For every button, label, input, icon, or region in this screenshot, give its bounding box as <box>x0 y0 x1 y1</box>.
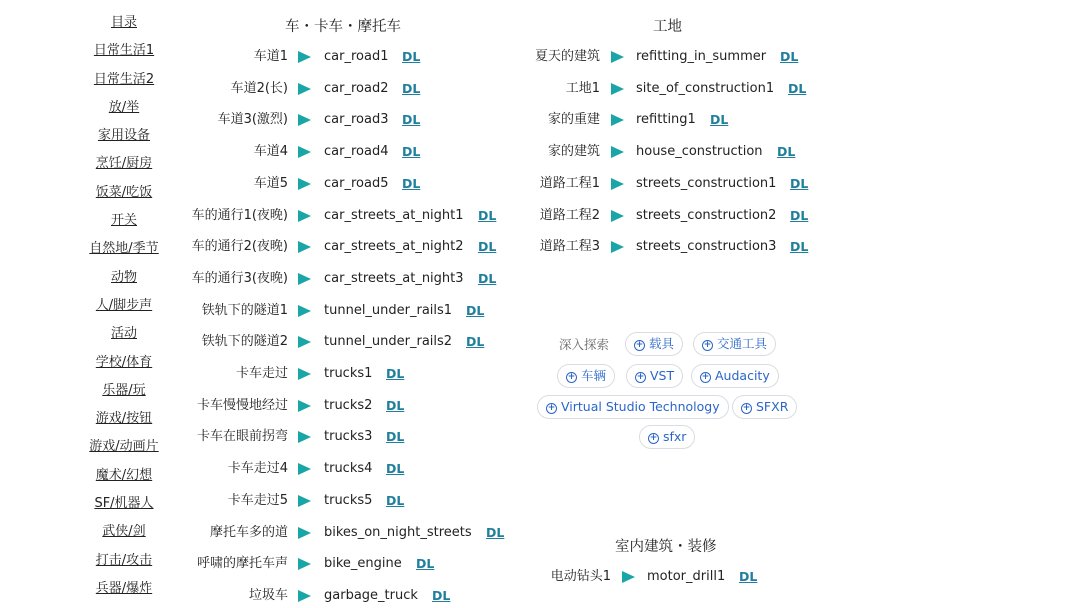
play-icon[interactable] <box>298 590 311 602</box>
download-link[interactable]: DL <box>790 175 809 191</box>
download-link[interactable]: DL <box>402 144 421 160</box>
sound-row <box>0 489 1080 513</box>
chip-sfxr-lower[interactable] <box>639 425 695 449</box>
sound-label: 车道5 <box>253 175 288 191</box>
sound-filename: car_road2 <box>324 80 389 96</box>
sound-row <box>0 425 1080 449</box>
sound-row <box>0 299 1080 323</box>
play-icon[interactable] <box>611 241 624 253</box>
nav-item-school-sports[interactable]: 学校/体育 <box>95 354 153 370</box>
nav-item-instruments-play[interactable]: 乐器/玩 <box>102 382 146 398</box>
sound-label: 卡车走过5 <box>227 492 288 508</box>
sound-filename: refitting_in_summer <box>636 49 767 64</box>
play-icon[interactable] <box>298 273 311 285</box>
download-link[interactable]: DL <box>386 429 405 445</box>
nav-item-weapons-explosions[interactable]: 兵器/爆炸 <box>95 580 153 596</box>
chip-sfxr-upper[interactable] <box>732 395 797 419</box>
sound-filename: trucks3 <box>324 429 373 445</box>
sound-row <box>0 77 1080 101</box>
nav-item-animals[interactable]: 动物 <box>110 269 137 285</box>
sound-label: 电动钻头1 <box>550 569 611 584</box>
play-icon[interactable] <box>622 571 635 583</box>
download-link[interactable]: DL <box>402 49 421 64</box>
download-link[interactable]: DL <box>790 239 809 255</box>
sound-filename: car_road1 <box>324 49 389 64</box>
nav-item-nature-seasons[interactable]: 自然地/季节 <box>89 241 159 257</box>
chip-label: Audacity <box>715 368 770 383</box>
sound-row <box>0 204 1080 228</box>
download-link[interactable]: DL <box>386 366 405 381</box>
sound-filename: bike_engine <box>324 556 402 572</box>
download-link[interactable]: DL <box>432 587 451 603</box>
nav-item-switches[interactable]: 开关 <box>110 213 137 229</box>
nav-item-people-footsteps[interactable]: 人/脚步声 <box>95 297 153 313</box>
sound-filename: tunnel_under_rails1 <box>324 302 453 318</box>
download-link[interactable]: DL <box>486 524 505 540</box>
download-link[interactable]: DL <box>466 302 485 318</box>
nav-item-sf-robots[interactable]: SF/机器人 <box>94 496 154 512</box>
play-icon[interactable] <box>298 495 311 507</box>
sound-label: 卡车走过 <box>235 366 288 381</box>
sound-row <box>0 267 1080 291</box>
play-icon[interactable] <box>298 527 311 539</box>
sound-filename: streets_construction1 <box>636 175 777 191</box>
sound-filename: trucks4 <box>324 461 373 477</box>
chip-label: Virtual Studio Technology <box>561 399 720 414</box>
play-icon[interactable] <box>611 114 624 126</box>
sound-row <box>0 565 1080 589</box>
nav-item-magic-fantasy[interactable]: 魔术/幻想 <box>95 467 153 483</box>
play-icon[interactable] <box>298 400 311 412</box>
chip-transport[interactable] <box>693 332 776 356</box>
explore-label: 深入探索 <box>559 337 610 352</box>
sound-filename: trucks1 <box>324 366 373 381</box>
sound-label: 夏天的建筑 <box>534 49 600 64</box>
nav-item-games-cartoons[interactable]: 游戏/动画片 <box>89 439 159 455</box>
sound-filename: garbage_truck <box>324 587 418 603</box>
sound-row <box>0 330 1080 354</box>
sound-label: 铁轨下的隧道1 <box>201 302 288 318</box>
plus-circle-icon: + <box>701 372 710 382</box>
sound-label: 卡车慢慢地经过 <box>196 397 288 413</box>
section-title-vehicles: 车・卡车・摩托车 <box>285 19 401 35</box>
sound-row <box>0 235 1080 259</box>
sound-label: 呼啸的摩托车声 <box>196 556 288 572</box>
sound-filename: bikes_on_night_streets <box>324 524 472 540</box>
sound-filename: motor_drill1 <box>647 569 726 584</box>
download-link[interactable]: DL <box>478 239 497 255</box>
download-link[interactable]: DL <box>402 80 421 96</box>
chip-label: 载具 <box>649 336 675 351</box>
download-link[interactable]: DL <box>402 112 421 128</box>
nav-item-games-buttons[interactable]: 游戏/按钮 <box>95 411 153 427</box>
nav-item-daily-life-2[interactable]: 日常生活2 <box>93 71 155 87</box>
play-icon[interactable] <box>298 431 311 443</box>
chip-audacity[interactable] <box>691 364 779 388</box>
nav-item-activities[interactable]: 活动 <box>110 326 137 342</box>
sound-label: 车道1 <box>253 49 288 64</box>
sound-label: 车道2(长) <box>230 80 288 96</box>
sound-row <box>0 362 1080 386</box>
play-icon[interactable] <box>298 336 311 348</box>
sound-label: 卡车走过4 <box>227 461 288 477</box>
sound-filename: site_of_construction1 <box>636 80 775 96</box>
plus-circle-icon: + <box>649 433 658 443</box>
plus-circle-icon: + <box>703 340 712 350</box>
sound-filename: car_road3 <box>324 112 389 128</box>
plus-circle-icon: + <box>636 372 645 382</box>
sound-filename: tunnel_under_rails2 <box>324 334 453 350</box>
chip-virtual-studio-technology[interactable] <box>537 395 729 419</box>
chip-vst[interactable] <box>626 364 683 388</box>
sound-label: 道路工程2 <box>539 207 600 223</box>
chip-label: 车辆 <box>581 368 607 383</box>
sound-label: 道路工程1 <box>539 175 600 191</box>
download-link[interactable]: DL <box>386 461 405 477</box>
download-link[interactable]: DL <box>790 207 809 223</box>
chip-cars[interactable] <box>557 364 615 388</box>
sound-label: 铁轨下的隧道2 <box>201 334 288 350</box>
download-link[interactable]: DL <box>710 112 729 128</box>
download-link[interactable]: DL <box>386 492 405 508</box>
sound-filename: car_road4 <box>324 144 389 160</box>
sound-label: 车的通行1(夜晚) <box>191 207 288 223</box>
sound-label: 家的重建 <box>547 112 600 128</box>
play-icon[interactable] <box>298 305 311 317</box>
nav-item-home-appliances[interactable]: 家用设备 <box>97 128 150 144</box>
play-icon[interactable] <box>611 210 624 222</box>
play-icon[interactable] <box>611 178 624 190</box>
section-title-interior: 室内建筑・装修 <box>615 539 717 555</box>
play-icon[interactable] <box>611 83 624 95</box>
sound-filename: car_streets_at_night3 <box>324 270 464 286</box>
sound-filename: trucks2 <box>324 397 373 413</box>
play-icon[interactable] <box>298 463 311 475</box>
sound-filename: trucks5 <box>324 492 373 508</box>
sound-label: 摩托车多的道 <box>209 524 288 540</box>
sound-filename: car_road5 <box>324 175 389 191</box>
chip-vehicles[interactable] <box>625 332 683 356</box>
sound-label: 卡车在眼前拐弯 <box>196 429 288 445</box>
sound-filename: refitting1 <box>636 112 696 128</box>
chip-label: sfxr <box>663 429 687 444</box>
sound-label: 工地1 <box>565 80 600 96</box>
nav-item-wuxia-sword[interactable]: 武侠/剑 <box>102 524 146 540</box>
sound-label: 垃圾车 <box>248 587 288 603</box>
download-link[interactable]: DL <box>777 144 796 160</box>
plus-circle-icon: + <box>635 340 644 350</box>
sound-row <box>0 172 1080 196</box>
nav-item-daily-life-1[interactable]: 日常生活1 <box>93 43 155 59</box>
sound-row <box>0 521 1080 545</box>
sound-label: 车的通行2(夜晚) <box>191 239 288 255</box>
download-link[interactable]: DL <box>466 334 485 350</box>
section-title-construction: 工地 <box>653 19 682 35</box>
sound-filename: streets_construction3 <box>636 239 777 255</box>
download-link[interactable]: DL <box>478 207 497 223</box>
play-icon[interactable] <box>611 146 624 158</box>
download-link[interactable]: DL <box>402 175 421 191</box>
sound-filename: streets_construction2 <box>636 207 777 223</box>
plus-circle-icon: + <box>567 372 576 382</box>
download-link[interactable]: DL <box>416 556 435 572</box>
download-link[interactable]: DL <box>386 397 405 413</box>
download-link[interactable]: DL <box>780 49 799 64</box>
chip-label: SFXR <box>756 399 789 414</box>
chip-label: VST <box>650 368 675 383</box>
sound-label: 车道4 <box>253 144 288 160</box>
nav-item-index[interactable]: 目录 <box>110 15 137 30</box>
download-link[interactable]: DL <box>739 569 758 584</box>
sound-filename: house_construction <box>636 144 763 160</box>
download-link[interactable]: DL <box>478 270 497 286</box>
sound-row <box>0 45 1080 69</box>
nav-item-hits-attacks[interactable]: 打击/攻击 <box>95 552 153 568</box>
sound-row <box>0 140 1080 164</box>
sound-row <box>0 108 1080 132</box>
sound-filename: car_streets_at_night2 <box>324 239 464 255</box>
chip-label: 交通工具 <box>717 336 768 351</box>
nav-item-cooking-kitchen[interactable]: 烹饪/厨房 <box>95 156 153 172</box>
sound-label: 道路工程3 <box>539 239 600 255</box>
sound-row <box>0 457 1080 481</box>
sound-label: 家的建筑 <box>547 144 600 160</box>
nav-item-meals-eating[interactable]: 饭菜/吃饭 <box>95 184 153 200</box>
plus-circle-icon: + <box>547 403 556 413</box>
nav-item-put-lift[interactable]: 放/举 <box>108 99 140 115</box>
sound-label: 车道3(激烈) <box>217 112 288 128</box>
play-icon[interactable] <box>298 368 311 380</box>
sound-filename: car_streets_at_night1 <box>324 207 464 223</box>
download-link[interactable]: DL <box>788 80 807 96</box>
play-icon[interactable] <box>611 51 624 63</box>
plus-circle-icon: + <box>742 403 751 413</box>
sound-label: 车的通行3(夜晚) <box>191 270 288 286</box>
